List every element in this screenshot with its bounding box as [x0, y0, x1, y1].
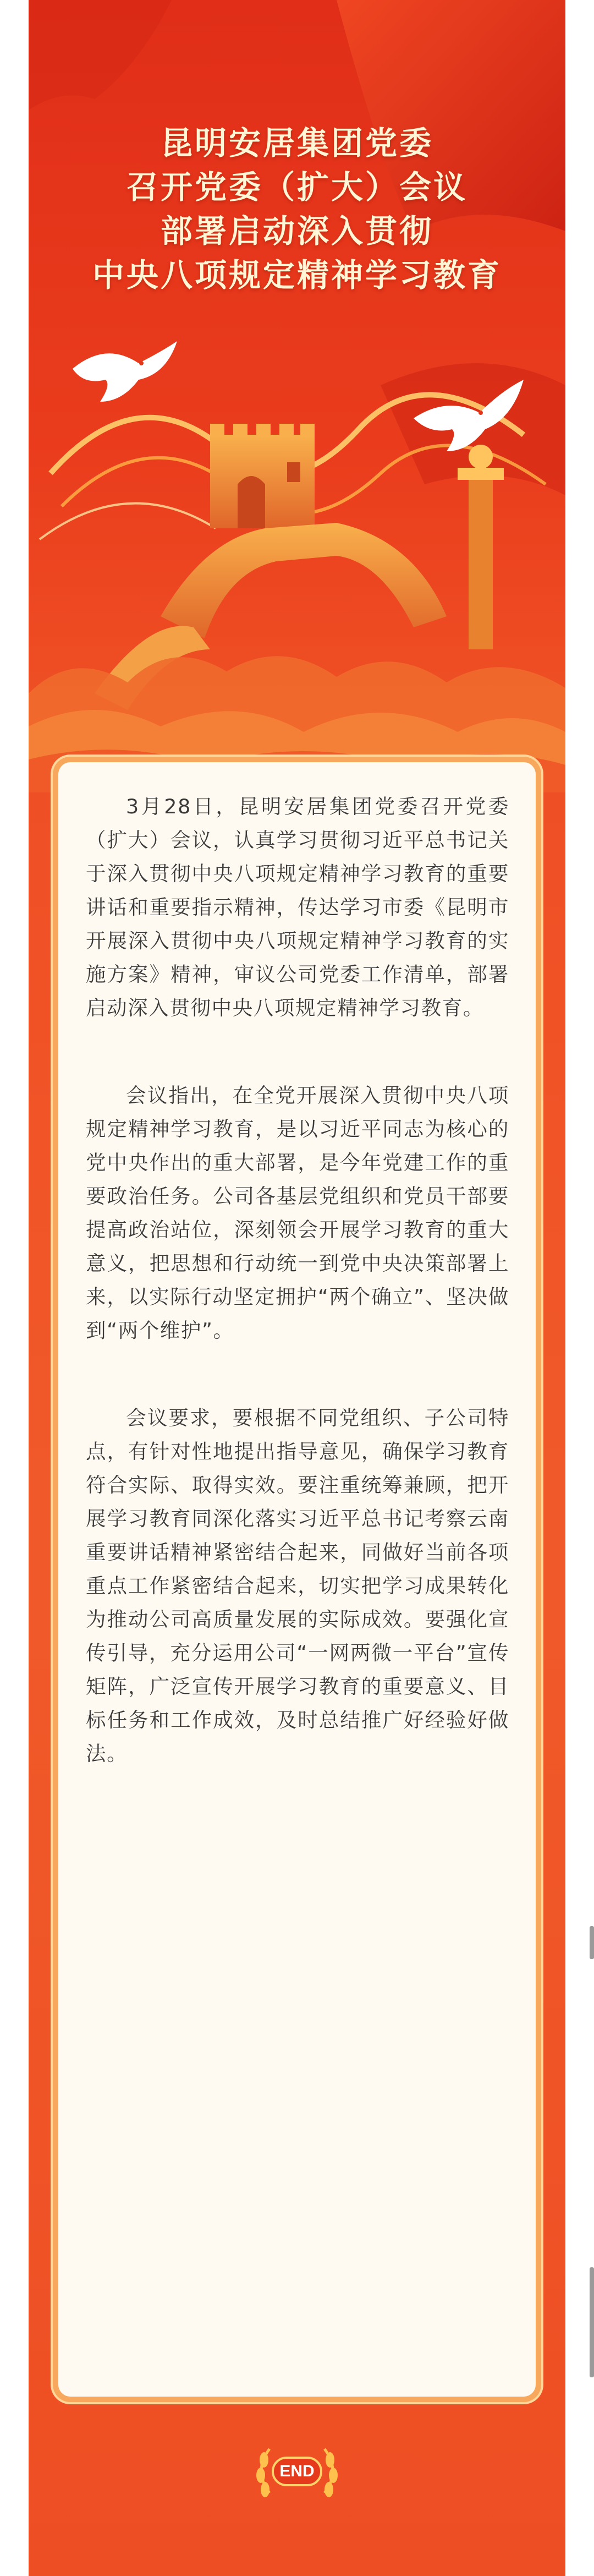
left-page-margin — [0, 0, 29, 2576]
great-wall-illustration — [29, 308, 565, 792]
article-body — [86, 790, 509, 1824]
end-label: END — [272, 2457, 322, 2486]
end-badge — [248, 2432, 346, 2509]
pillar-decoration — [458, 445, 504, 649]
article-poster — [29, 0, 565, 2576]
dove-right — [414, 380, 524, 451]
dove-left — [73, 341, 177, 402]
right-page-margin — [565, 0, 594, 2576]
wall-path — [161, 523, 447, 638]
title-line-1: 昆明安居集团党委 — [160, 124, 433, 162]
article-paragraph-2: 会议指出，在全党开展深入贯彻中央八项规定精神学习教育，是以习近平同志为核心的党中央作出的重大部署，是今年党建工作的重要政治任务。公司各基层党组织和党员干部要提高政治站位，深刻领会开展学习教育的重大意义，把思想和行动统一到党中央决策部署上来，以实际行动坚定拥护“两个确立”、坚决做到“两个维护”。 — [86, 1084, 509, 1342]
title-line-2: 召开党委（扩大）会议 — [126, 168, 468, 206]
article-paragraph-1: 3月28日，昆明安居集团党委召开党委（扩大）会议，认真学习贯彻习近平总书记关于深入贯彻中央八项规定精神学习教育的重要讲话和重要指示精神，传达学习市委《昆明市开展深入贯彻中央八项规定精神学习教育的实施方案》精神，审议公司党委工作清单，部署启动深入贯彻中央八项规定精神学习教育。 — [86, 795, 509, 1020]
article-paragraph-3: 会议要求，要根据不同党组织、子公司特点，有针对性地提出指导意见，确保学习教育符合实际、取得实效。要注重统筹兼顾，把开展学习教育同深化落实习近平总书记考察云南重要讲话精神紧密结合起来，同做好当前各项重点工作紧密结合起来，切实把学习成果转化为推动公司高质量发展的实际成效。要强化宣传引导，充分运用公司“一网两微一平台”宣传矩阵，广泛宣传开展学习教育的重要意义、目标任务和工作成效，及时总结推广好经验好做法。 — [86, 1406, 509, 1765]
article-title — [29, 121, 565, 297]
article-content-card — [58, 762, 536, 2397]
title-line-3: 部署启动深入贯彻 — [160, 212, 433, 250]
scroll-indicator[interactable] — [590, 1926, 594, 1959]
title-line-4: 中央八项规定精神学习教育 — [92, 256, 502, 294]
wall-tower — [210, 424, 315, 528]
scroll-indicator[interactable] — [590, 2267, 594, 2377]
